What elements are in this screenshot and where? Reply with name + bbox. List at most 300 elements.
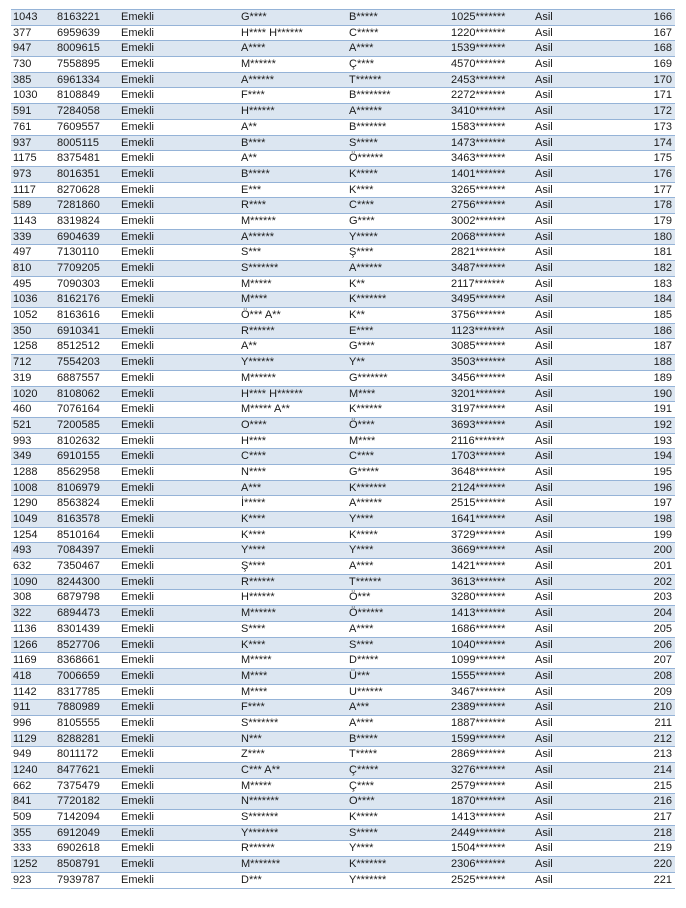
type-cell: Asil — [533, 449, 633, 465]
number-cell: 8108849 — [55, 88, 119, 104]
rank-cell: 200 — [633, 543, 675, 559]
type-cell: Asil — [533, 527, 633, 543]
id-cell: 947 — [11, 41, 55, 57]
results-sheet — [11, 9, 675, 889]
table-row — [11, 715, 675, 731]
first-name-cell: C*** A** — [239, 763, 347, 779]
masked-id-cell: 2821******* — [449, 245, 533, 261]
number-cell: 8288281 — [55, 731, 119, 747]
rank-cell: 205 — [633, 621, 675, 637]
type-cell: Asil — [533, 198, 633, 214]
first-name-cell: H**** H****** — [239, 386, 347, 402]
id-cell: 993 — [11, 433, 55, 449]
rank-cell: 194 — [633, 449, 675, 465]
first-name-cell: R****** — [239, 841, 347, 857]
masked-id-cell: 1887******* — [449, 715, 533, 731]
masked-id-cell: 1413******* — [449, 810, 533, 826]
id-cell: 841 — [11, 794, 55, 810]
rank-cell: 212 — [633, 731, 675, 747]
number-cell: 6961334 — [55, 72, 119, 88]
status-cell: Emekli — [119, 261, 239, 277]
number-cell: 6910155 — [55, 449, 119, 465]
type-cell: Asil — [533, 386, 633, 402]
type-cell: Asil — [533, 245, 633, 261]
type-cell: Asil — [533, 276, 633, 292]
id-cell: 1052 — [11, 308, 55, 324]
rank-cell: 210 — [633, 700, 675, 716]
type-cell: Asil — [533, 715, 633, 731]
first-name-cell: M***** — [239, 778, 347, 794]
last-name-cell: B******** — [347, 88, 449, 104]
type-cell: Asil — [533, 104, 633, 120]
table-row — [11, 794, 675, 810]
status-cell: Emekli — [119, 417, 239, 433]
first-name-cell: S*** — [239, 245, 347, 261]
rank-cell: 214 — [633, 763, 675, 779]
table-row — [11, 182, 675, 198]
status-cell: Emekli — [119, 747, 239, 763]
status-cell: Emekli — [119, 700, 239, 716]
first-name-cell: M******* — [239, 857, 347, 873]
masked-id-cell: 1870******* — [449, 794, 533, 810]
first-name-cell: M**** — [239, 292, 347, 308]
type-cell: Asil — [533, 464, 633, 480]
number-cell: 8005115 — [55, 135, 119, 151]
table-row — [11, 684, 675, 700]
type-cell: Asil — [533, 700, 633, 716]
status-cell: Emekli — [119, 41, 239, 57]
type-cell: Asil — [533, 763, 633, 779]
id-cell: 1117 — [11, 182, 55, 198]
table-row — [11, 637, 675, 653]
rank-cell: 167 — [633, 25, 675, 41]
last-name-cell: T***** — [347, 747, 449, 763]
status-cell: Emekli — [119, 794, 239, 810]
masked-id-cell: 2869******* — [449, 747, 533, 763]
rank-cell: 209 — [633, 684, 675, 700]
first-name-cell: K**** — [239, 512, 347, 528]
id-cell: 949 — [11, 747, 55, 763]
id-cell: 1043 — [11, 10, 55, 26]
id-cell: 493 — [11, 543, 55, 559]
type-cell: Asil — [533, 151, 633, 167]
type-cell: Asil — [533, 794, 633, 810]
rank-cell: 216 — [633, 794, 675, 810]
first-name-cell: B**** — [239, 135, 347, 151]
last-name-cell: A****** — [347, 496, 449, 512]
last-name-cell: Y**** — [347, 512, 449, 528]
id-cell: 589 — [11, 198, 55, 214]
id-cell: 497 — [11, 245, 55, 261]
last-name-cell: Ö*** — [347, 590, 449, 606]
table-row — [11, 119, 675, 135]
table-row — [11, 747, 675, 763]
first-name-cell: M***** — [239, 276, 347, 292]
masked-id-cell: 1555******* — [449, 668, 533, 684]
number-cell: 8163578 — [55, 512, 119, 528]
table-row — [11, 261, 675, 277]
last-name-cell: A**** — [347, 621, 449, 637]
rank-cell: 183 — [633, 276, 675, 292]
type-cell: Asil — [533, 323, 633, 339]
status-cell: Emekli — [119, 543, 239, 559]
table-row — [11, 480, 675, 496]
last-name-cell: Ş**** — [347, 245, 449, 261]
number-cell: 8162176 — [55, 292, 119, 308]
masked-id-cell: 2756******* — [449, 198, 533, 214]
first-name-cell: S******* — [239, 810, 347, 826]
rank-cell: 218 — [633, 825, 675, 841]
type-cell: Asil — [533, 825, 633, 841]
rank-cell: 172 — [633, 104, 675, 120]
masked-id-cell: 2449******* — [449, 825, 533, 841]
type-cell: Asil — [533, 559, 633, 575]
first-name-cell: H**** — [239, 433, 347, 449]
rank-cell: 174 — [633, 135, 675, 151]
last-name-cell: G**** — [347, 339, 449, 355]
masked-id-cell: 3197******* — [449, 402, 533, 418]
rank-cell: 207 — [633, 653, 675, 669]
masked-id-cell: 2272******* — [449, 88, 533, 104]
id-cell: 937 — [11, 135, 55, 151]
rank-cell: 202 — [633, 574, 675, 590]
masked-id-cell: 2124******* — [449, 480, 533, 496]
first-name-cell: H****** — [239, 590, 347, 606]
number-cell: 6894473 — [55, 606, 119, 622]
number-cell: 8562958 — [55, 464, 119, 480]
status-cell: Emekli — [119, 574, 239, 590]
number-cell: 8477621 — [55, 763, 119, 779]
rank-cell: 171 — [633, 88, 675, 104]
last-name-cell: K** — [347, 276, 449, 292]
status-cell: Emekli — [119, 606, 239, 622]
first-name-cell: C**** — [239, 449, 347, 465]
table-row — [11, 323, 675, 339]
number-cell: 8102632 — [55, 433, 119, 449]
last-name-cell: K******* — [347, 480, 449, 496]
number-cell: 6910341 — [55, 323, 119, 339]
masked-id-cell: 3487******* — [449, 261, 533, 277]
first-name-cell: K**** — [239, 527, 347, 543]
id-cell: 1142 — [11, 684, 55, 700]
status-cell: Emekli — [119, 464, 239, 480]
masked-id-cell: 2116******* — [449, 433, 533, 449]
first-name-cell: M****** — [239, 213, 347, 229]
rank-cell: 196 — [633, 480, 675, 496]
table-row — [11, 135, 675, 151]
type-cell: Asil — [533, 574, 633, 590]
last-name-cell: K******* — [347, 857, 449, 873]
table-row — [11, 213, 675, 229]
number-cell: 7090303 — [55, 276, 119, 292]
last-name-cell: A*** — [347, 700, 449, 716]
number-cell: 8368661 — [55, 653, 119, 669]
first-name-cell: M****** — [239, 370, 347, 386]
masked-id-cell: 1599******* — [449, 731, 533, 747]
masked-id-cell: 2389******* — [449, 700, 533, 716]
table-row — [11, 386, 675, 402]
rank-cell: 170 — [633, 72, 675, 88]
status-cell: Emekli — [119, 292, 239, 308]
id-cell: 418 — [11, 668, 55, 684]
id-cell: 810 — [11, 261, 55, 277]
type-cell: Asil — [533, 590, 633, 606]
table-row — [11, 339, 675, 355]
masked-id-cell: 3410******* — [449, 104, 533, 120]
first-name-cell: A** — [239, 119, 347, 135]
status-cell: Emekli — [119, 590, 239, 606]
table-row — [11, 229, 675, 245]
table-row — [11, 590, 675, 606]
number-cell: 8009615 — [55, 41, 119, 57]
masked-id-cell: 2068******* — [449, 229, 533, 245]
status-cell: Emekli — [119, 166, 239, 182]
first-name-cell: M****** — [239, 57, 347, 73]
last-name-cell: O**** — [347, 794, 449, 810]
rank-cell: 215 — [633, 778, 675, 794]
last-name-cell: K**** — [347, 182, 449, 198]
id-cell: 308 — [11, 590, 55, 606]
rank-cell: 199 — [633, 527, 675, 543]
type-cell: Asil — [533, 261, 633, 277]
number-cell: 8163616 — [55, 308, 119, 324]
rank-cell: 219 — [633, 841, 675, 857]
status-cell: Emekli — [119, 527, 239, 543]
id-cell: 1252 — [11, 857, 55, 873]
table-row — [11, 10, 675, 26]
type-cell: Asil — [533, 10, 633, 26]
first-name-cell: S******* — [239, 261, 347, 277]
table-row — [11, 872, 675, 888]
masked-id-cell: 1401******* — [449, 166, 533, 182]
status-cell: Emekli — [119, 386, 239, 402]
first-name-cell: E*** — [239, 182, 347, 198]
status-cell: Emekli — [119, 72, 239, 88]
masked-id-cell: 3201******* — [449, 386, 533, 402]
rank-cell: 221 — [633, 872, 675, 888]
masked-id-cell: 3085******* — [449, 339, 533, 355]
id-cell: 1020 — [11, 386, 55, 402]
masked-id-cell: 2453******* — [449, 72, 533, 88]
id-cell: 350 — [11, 323, 55, 339]
rank-cell: 173 — [633, 119, 675, 135]
status-cell: Emekli — [119, 402, 239, 418]
status-cell: Emekli — [119, 323, 239, 339]
number-cell: 8108062 — [55, 386, 119, 402]
type-cell: Asil — [533, 637, 633, 653]
rank-cell: 169 — [633, 57, 675, 73]
last-name-cell: Y**** — [347, 841, 449, 857]
last-name-cell: Y**** — [347, 543, 449, 559]
type-cell: Asil — [533, 339, 633, 355]
number-cell: 7281860 — [55, 198, 119, 214]
rank-cell: 180 — [633, 229, 675, 245]
number-cell: 8563824 — [55, 496, 119, 512]
id-cell: 973 — [11, 166, 55, 182]
table-row — [11, 496, 675, 512]
first-name-cell: G**** — [239, 10, 347, 26]
id-cell: 1129 — [11, 731, 55, 747]
number-cell: 8011172 — [55, 747, 119, 763]
type-cell: Asil — [533, 433, 633, 449]
status-cell: Emekli — [119, 857, 239, 873]
table-row — [11, 668, 675, 684]
table-row — [11, 841, 675, 857]
first-name-cell: A****** — [239, 72, 347, 88]
id-cell: 355 — [11, 825, 55, 841]
first-name-cell: S******* — [239, 715, 347, 731]
status-cell: Emekli — [119, 433, 239, 449]
id-cell: 761 — [11, 119, 55, 135]
last-name-cell: Ö****** — [347, 151, 449, 167]
table-row — [11, 433, 675, 449]
rank-cell: 184 — [633, 292, 675, 308]
table-row — [11, 417, 675, 433]
type-cell: Asil — [533, 417, 633, 433]
first-name-cell: M**** — [239, 684, 347, 700]
type-cell: Asil — [533, 355, 633, 371]
results-table — [11, 9, 675, 889]
last-name-cell: S***** — [347, 825, 449, 841]
number-cell: 8527706 — [55, 637, 119, 653]
rank-cell: 193 — [633, 433, 675, 449]
type-cell: Asil — [533, 653, 633, 669]
number-cell: 8512512 — [55, 339, 119, 355]
first-name-cell: D*** — [239, 872, 347, 888]
id-cell: 509 — [11, 810, 55, 826]
id-cell: 495 — [11, 276, 55, 292]
masked-id-cell: 1539******* — [449, 41, 533, 57]
last-name-cell: Y******* — [347, 872, 449, 888]
number-cell: 7130110 — [55, 245, 119, 261]
rank-cell: 203 — [633, 590, 675, 606]
type-cell: Asil — [533, 606, 633, 622]
id-cell: 521 — [11, 417, 55, 433]
number-cell: 7709205 — [55, 261, 119, 277]
first-name-cell: Y******* — [239, 825, 347, 841]
type-cell: Asil — [533, 166, 633, 182]
id-cell: 911 — [11, 700, 55, 716]
status-cell: Emekli — [119, 213, 239, 229]
last-name-cell: Y***** — [347, 229, 449, 245]
status-cell: Emekli — [119, 119, 239, 135]
last-name-cell: S***** — [347, 135, 449, 151]
status-cell: Emekli — [119, 715, 239, 731]
first-name-cell: Y****** — [239, 355, 347, 371]
rank-cell: 217 — [633, 810, 675, 826]
masked-id-cell: 1099******* — [449, 653, 533, 669]
masked-id-cell: 2579******* — [449, 778, 533, 794]
table-row — [11, 621, 675, 637]
table-row — [11, 464, 675, 480]
masked-id-cell: 1583******* — [449, 119, 533, 135]
status-cell: Emekli — [119, 872, 239, 888]
status-cell: Emekli — [119, 245, 239, 261]
type-cell: Asil — [533, 778, 633, 794]
number-cell: 8510164 — [55, 527, 119, 543]
number-cell: 6904639 — [55, 229, 119, 245]
masked-id-cell: 3456******* — [449, 370, 533, 386]
status-cell: Emekli — [119, 57, 239, 73]
masked-id-cell: 3276******* — [449, 763, 533, 779]
table-row — [11, 527, 675, 543]
type-cell: Asil — [533, 308, 633, 324]
number-cell: 7880989 — [55, 700, 119, 716]
first-name-cell: M***** — [239, 653, 347, 669]
table-row — [11, 88, 675, 104]
first-name-cell: M***** A** — [239, 402, 347, 418]
table-row — [11, 104, 675, 120]
id-cell: 319 — [11, 370, 55, 386]
status-cell: Emekli — [119, 198, 239, 214]
number-cell: 8508791 — [55, 857, 119, 873]
number-cell: 7284058 — [55, 104, 119, 120]
number-cell: 8244300 — [55, 574, 119, 590]
last-name-cell: T****** — [347, 72, 449, 88]
first-name-cell: B***** — [239, 166, 347, 182]
status-cell: Emekli — [119, 637, 239, 653]
type-cell: Asil — [533, 57, 633, 73]
masked-id-cell: 1641******* — [449, 512, 533, 528]
id-cell: 1258 — [11, 339, 55, 355]
masked-id-cell: 1473******* — [449, 135, 533, 151]
status-cell: Emekli — [119, 653, 239, 669]
type-cell: Asil — [533, 731, 633, 747]
last-name-cell: M**** — [347, 433, 449, 449]
masked-id-cell: 1421******* — [449, 559, 533, 575]
type-cell: Asil — [533, 292, 633, 308]
id-cell: 1143 — [11, 213, 55, 229]
first-name-cell: H**** H****** — [239, 25, 347, 41]
type-cell: Asil — [533, 41, 633, 57]
last-name-cell: A**** — [347, 41, 449, 57]
last-name-cell: B***** — [347, 731, 449, 747]
table-row — [11, 25, 675, 41]
first-name-cell: A****** — [239, 229, 347, 245]
masked-id-cell: 3693******* — [449, 417, 533, 433]
rank-cell: 185 — [633, 308, 675, 324]
status-cell: Emekli — [119, 10, 239, 26]
rank-cell: 197 — [633, 496, 675, 512]
first-name-cell: İ***** — [239, 496, 347, 512]
type-cell: Asil — [533, 119, 633, 135]
id-cell: 996 — [11, 715, 55, 731]
id-cell: 1036 — [11, 292, 55, 308]
rank-cell: 201 — [633, 559, 675, 575]
last-name-cell: E**** — [347, 323, 449, 339]
last-name-cell: T****** — [347, 574, 449, 590]
last-name-cell: A**** — [347, 559, 449, 575]
first-name-cell: R**** — [239, 198, 347, 214]
last-name-cell: G**** — [347, 213, 449, 229]
table-row — [11, 308, 675, 324]
table-row — [11, 402, 675, 418]
id-cell: 1049 — [11, 512, 55, 528]
last-name-cell: Ç**** — [347, 57, 449, 73]
masked-id-cell: 3669******* — [449, 543, 533, 559]
number-cell: 8317785 — [55, 684, 119, 700]
first-name-cell: F**** — [239, 88, 347, 104]
masked-id-cell: 3467******* — [449, 684, 533, 700]
rank-cell: 179 — [633, 213, 675, 229]
first-name-cell: Y**** — [239, 543, 347, 559]
type-cell: Asil — [533, 684, 633, 700]
rank-cell: 186 — [633, 323, 675, 339]
number-cell: 7939787 — [55, 872, 119, 888]
masked-id-cell: 1504******* — [449, 841, 533, 857]
first-name-cell: M**** — [239, 668, 347, 684]
number-cell: 7200585 — [55, 417, 119, 433]
